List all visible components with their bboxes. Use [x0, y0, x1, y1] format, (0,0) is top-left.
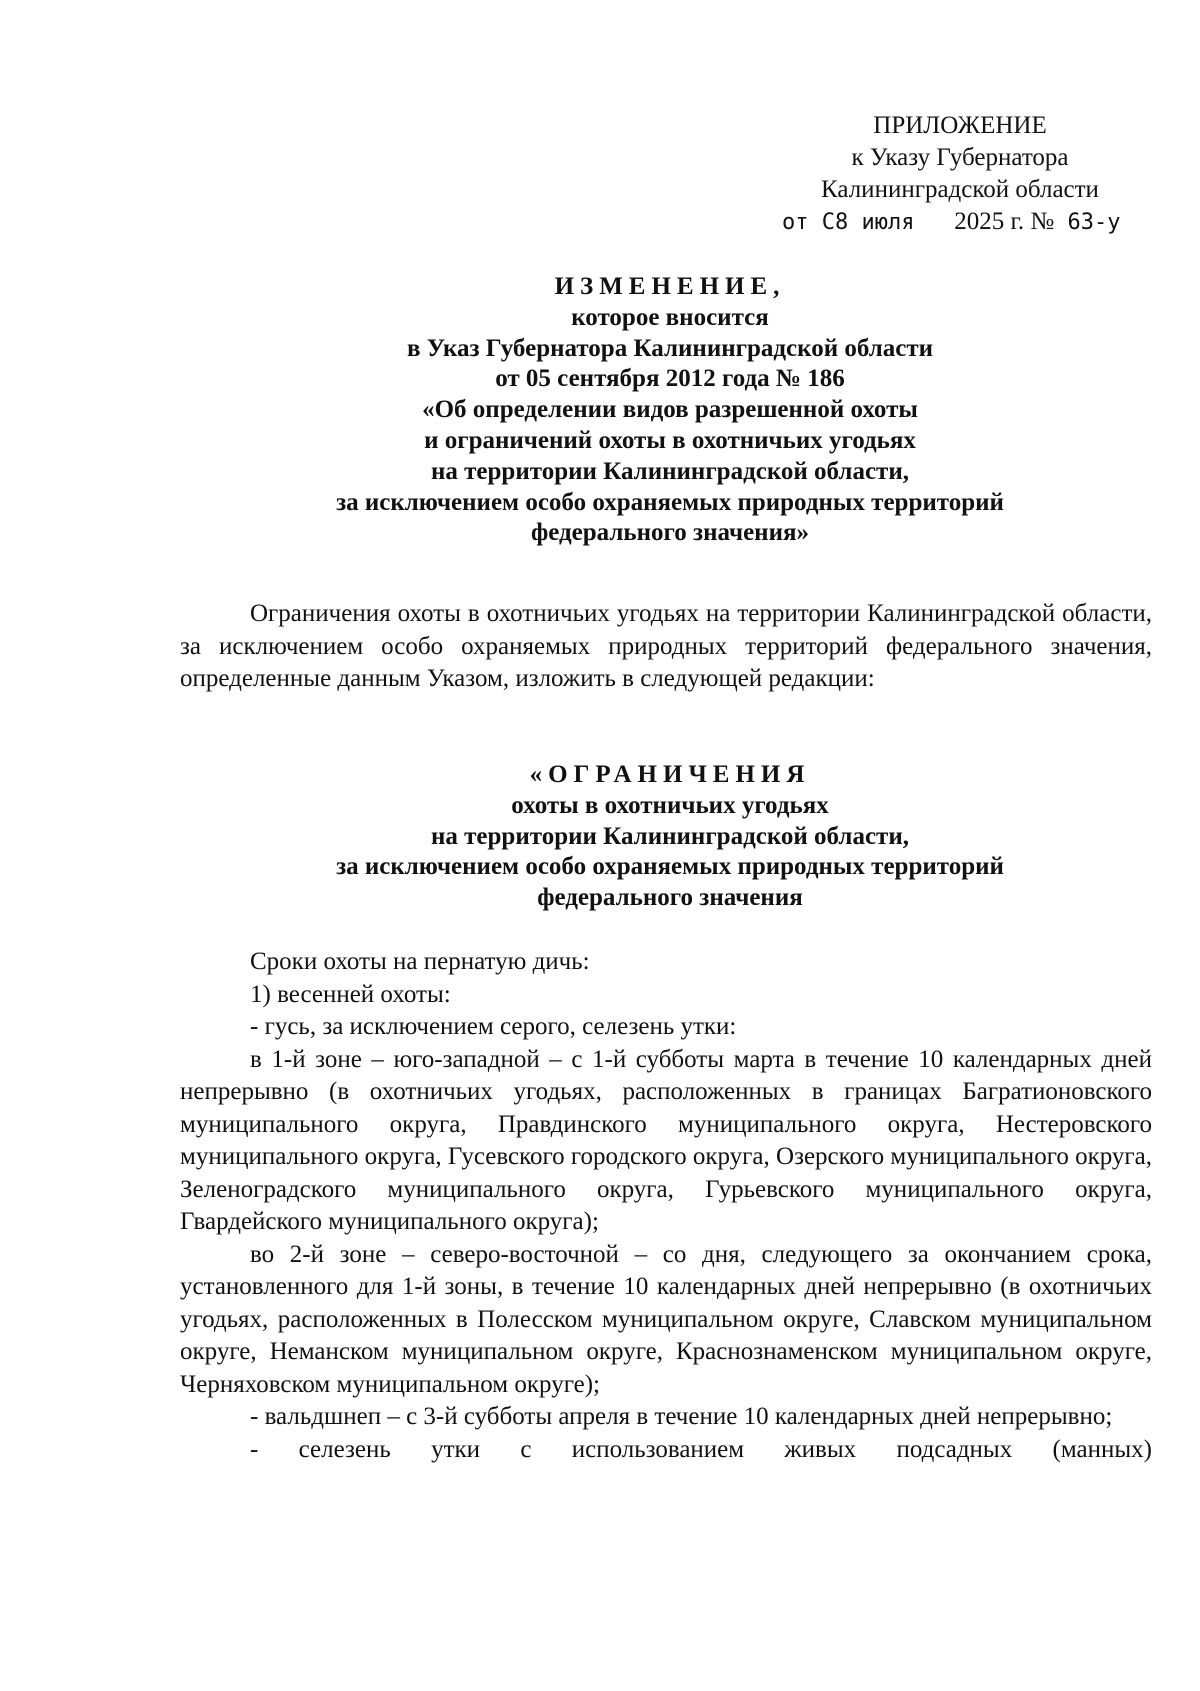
restrictions-title-line-2: на территории Калининградской области,	[431, 822, 909, 850]
date-value: С8 июля	[821, 210, 915, 235]
amendment-heading: ИЗМЕНЕНИЕ,	[554, 273, 786, 300]
amendment-title-line-3: от 05 сентября 2012 года № 186	[495, 365, 845, 393]
body-paragraph-7: - селезень утки с использованием живых подсадных (манных)	[250, 1435, 1152, 1463]
amendment-title-line-8: федерального значения»	[530, 519, 810, 547]
restrictions-heading: «ОГРАНИЧЕНИЯ	[529, 761, 811, 788]
amendment-title-line-1: которое вносится	[571, 303, 769, 331]
main-body	[180, 946, 1152, 1466]
attachment-line-2: к Указу Губернатора	[851, 144, 1069, 171]
restrictions-title-line-1: охоты в охотничьих угодьях	[511, 791, 829, 819]
restrictions-title-line-4: федерального значения	[537, 884, 803, 912]
body-paragraph-3: - гусь, за исключением серого, селезень утки:	[250, 1013, 737, 1040]
date-year: 2025 г. №	[954, 208, 1055, 235]
body-paragraph-5: во 2-й зоне – северо-восточной – со дня, следующего за окончанием срока, установленного для 1-й зоны, в течение 10 календарных дней непрерывно (в охотничьих угодьях, расположенных в Полесском муниципальном округе, Славском муниципальном округе, Неманском муниципальном округе, Краснознаменском муниципальном округе, Черняховском муниципальном округе);	[180, 1240, 1152, 1398]
amendment-title-line-5: и ограничений охоты в охотничьих угодьях	[424, 426, 916, 454]
restrictions-title	[180, 760, 1160, 914]
body-paragraph-1: Сроки охоты на пернатую дичь:	[250, 948, 590, 975]
attachment-title: ПРИЛОЖЕНИЕ	[873, 112, 1047, 139]
intro-paragraph-block	[180, 598, 1152, 696]
amendment-title-line-4: «Об определении видов разрешенной охоты	[422, 396, 918, 424]
body-paragraph-6: - вальдшнеп – с 3-й субботы апреля в течение 10 календарных дней непрерывно;	[250, 1403, 1113, 1430]
decree-number: 63-у	[1067, 210, 1121, 235]
attachment-header	[770, 110, 1150, 239]
amendment-title-line-2: в Указ Губернатора Калининградской области	[406, 334, 934, 362]
intro-paragraph: Ограничения охоты в охотничьих угодьях на территории Калининградской области, за исключением особо охраняемых природных территорий федерального значения, определенные данным Указом, изложить в следующей редакции:	[180, 600, 1152, 692]
restrictions-title-line-3: за исключением особо охраняемых природных территорий	[336, 853, 1004, 881]
amendment-title	[180, 272, 1160, 549]
date-prefix: от	[782, 210, 809, 235]
body-paragraph-4: в 1-й зоне – юго-западной – с 1-й субботы марта в течение 10 календарных дней непрерывно (в охотничьих угодьях, расположенных в границах Багратионовского муниципального округа, Правдинского муниципального округа, Нестеровского муниципального округа, Гусевского городского округа, Озерского муниципального округа, Зеленоградского муниципального округа, Гурьевского муниципального округа, Гвардейского муниципального округа);	[180, 1045, 1152, 1235]
amendment-title-line-7: за исключением особо охраняемых природных территорий	[336, 488, 1004, 516]
amendment-title-line-6: на территории Калининградской области,	[431, 457, 909, 485]
body-paragraph-2: 1) весенней охоты:	[250, 980, 451, 1008]
attachment-date	[782, 206, 1150, 239]
attachment-line-3: Калининградской области	[821, 176, 1099, 203]
